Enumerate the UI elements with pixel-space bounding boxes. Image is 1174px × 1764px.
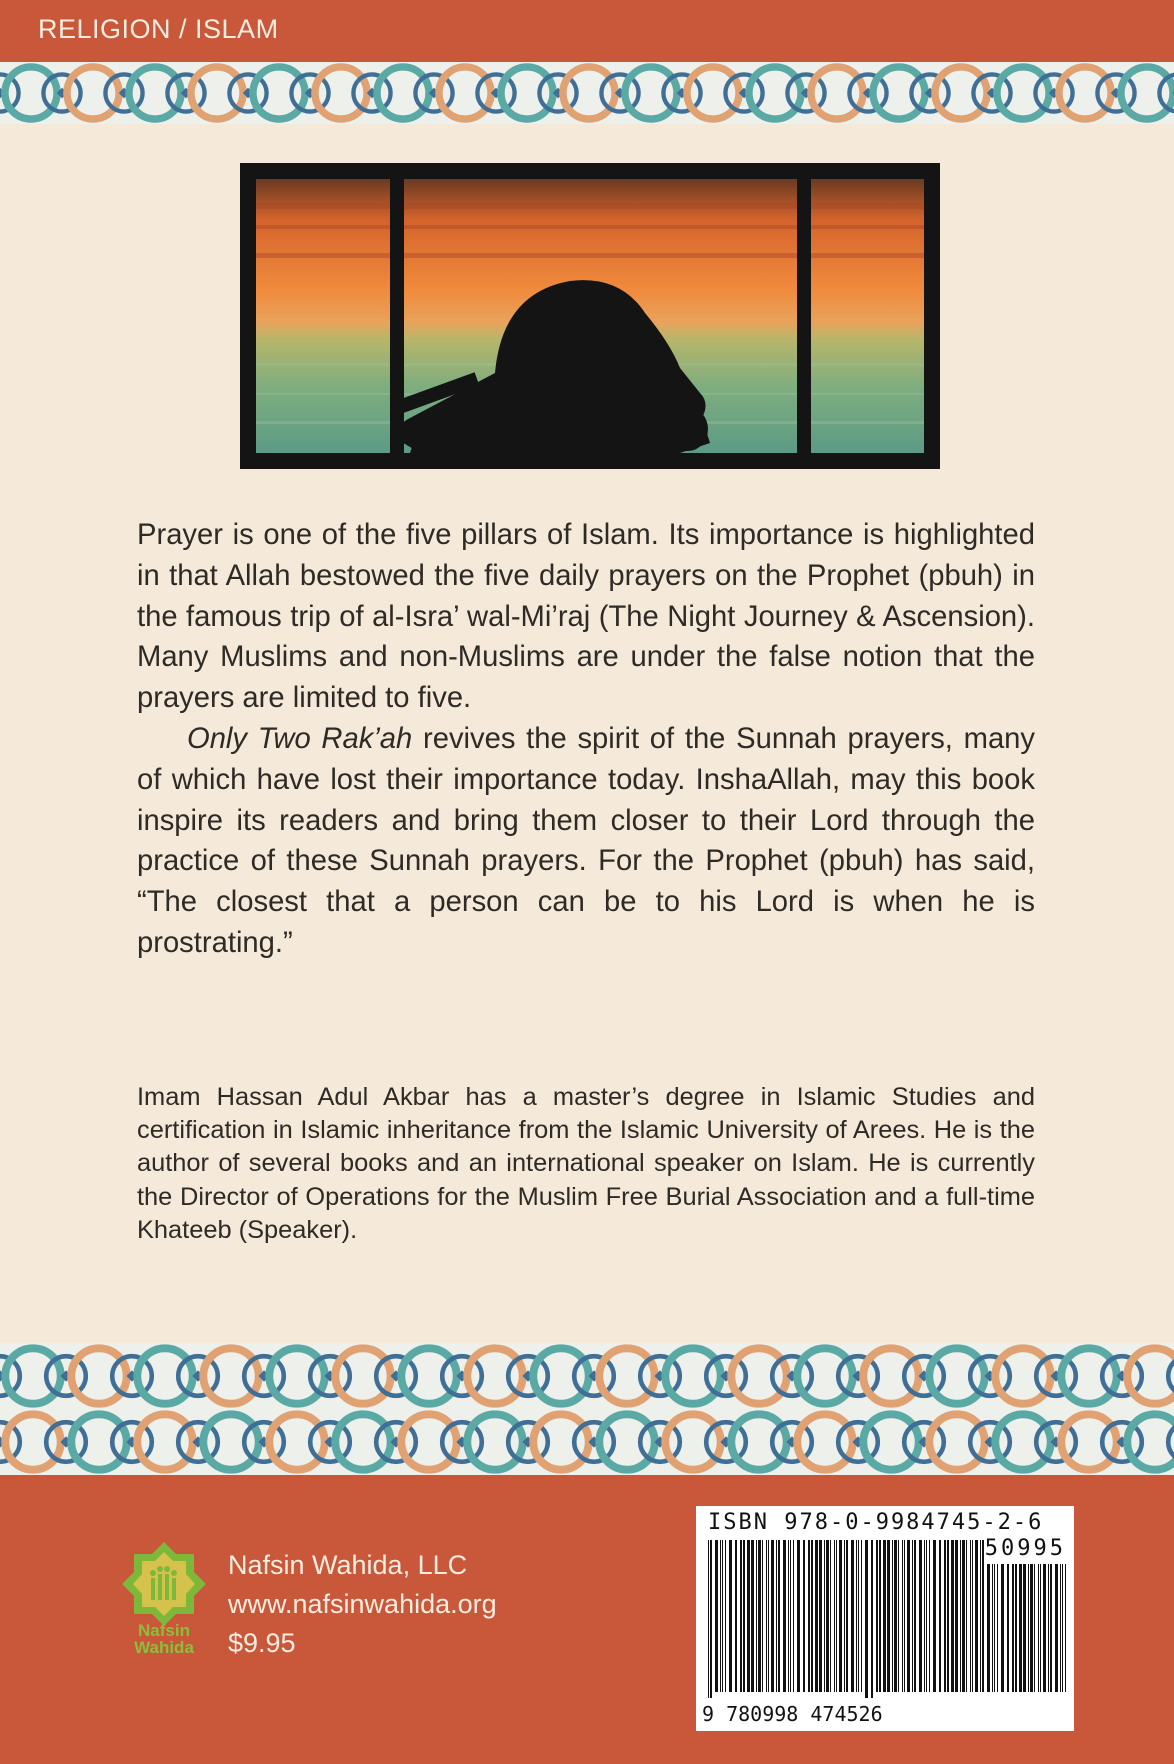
author-bio-text: has a master’s degree in Islamic Studies and certification in Islamic inheritance from the Islamic University of Arees. He is the author of several books and an international speaker on Islam. He is currently the Director of Operations for the Muslim Free Burial Association and a full-time Khateeb (Speaker).: [137, 1083, 1035, 1244]
book-price: $9.95: [228, 1628, 296, 1658]
decorative-tile-border-top: [0, 62, 1174, 124]
isbn-barcode: [696, 1506, 1074, 1731]
description-paragraph: [137, 719, 1035, 964]
tile-pattern-icon: [0, 1343, 1174, 1475]
author-name: Imam Hassan Adul Akbar: [137, 1083, 450, 1111]
ean-digits: 9 780998 474526: [702, 1702, 883, 1726]
publisher-website: www.nafsinwahida.org: [228, 1589, 497, 1619]
decorative-tile-border-bottom: [0, 1343, 1174, 1475]
book-description: [137, 515, 1035, 964]
isbn-number: ISBN 978-0-9984745-2-6: [708, 1510, 1044, 1535]
publisher-name: Nafsin Wahida, LLC: [228, 1550, 468, 1580]
barcode-bars-icon: [696, 1506, 1074, 1731]
barcode-price-code: 50995: [984, 1536, 1066, 1561]
publisher-logo-icon: [118, 1540, 210, 1630]
tile-pattern-icon: [0, 62, 1174, 124]
publisher-info: [228, 1546, 497, 1663]
category-banner: [0, 0, 1174, 62]
book-title: Only Two Rak’ah: [187, 722, 413, 755]
description-paragraph: Prayer is one of the five pillars of Islam. Its importance is highlighted in that Allah bestowed the five daily prayers on the Prophet (pbuh) in the famous trip of al-Isra’ wal-Mi’raj (The Night Journey & Ascension). Many Muslims and non-Muslims are under the false notion that the prayers are limited to five.: [137, 519, 1035, 715]
prostrating-silhouette-icon: [240, 163, 940, 469]
publisher-logo-wordmark: Nafsin Wahida: [134, 1621, 194, 1657]
description-text: revives the spirit of the Sunnah prayers, many of which have lost their importance today. InshaAllah, may this book inspire its readers and bring them closer to their Lord through the practice of these Sunnah prayers. For the Prophet (pbuh) has said, “The closest that a person can be to his Lord is when he is prostrating.”: [137, 722, 1035, 959]
cover-photo: [240, 163, 940, 469]
category-label: RELIGION / ISLAM: [38, 14, 279, 44]
author-bio: [137, 1081, 1035, 1247]
